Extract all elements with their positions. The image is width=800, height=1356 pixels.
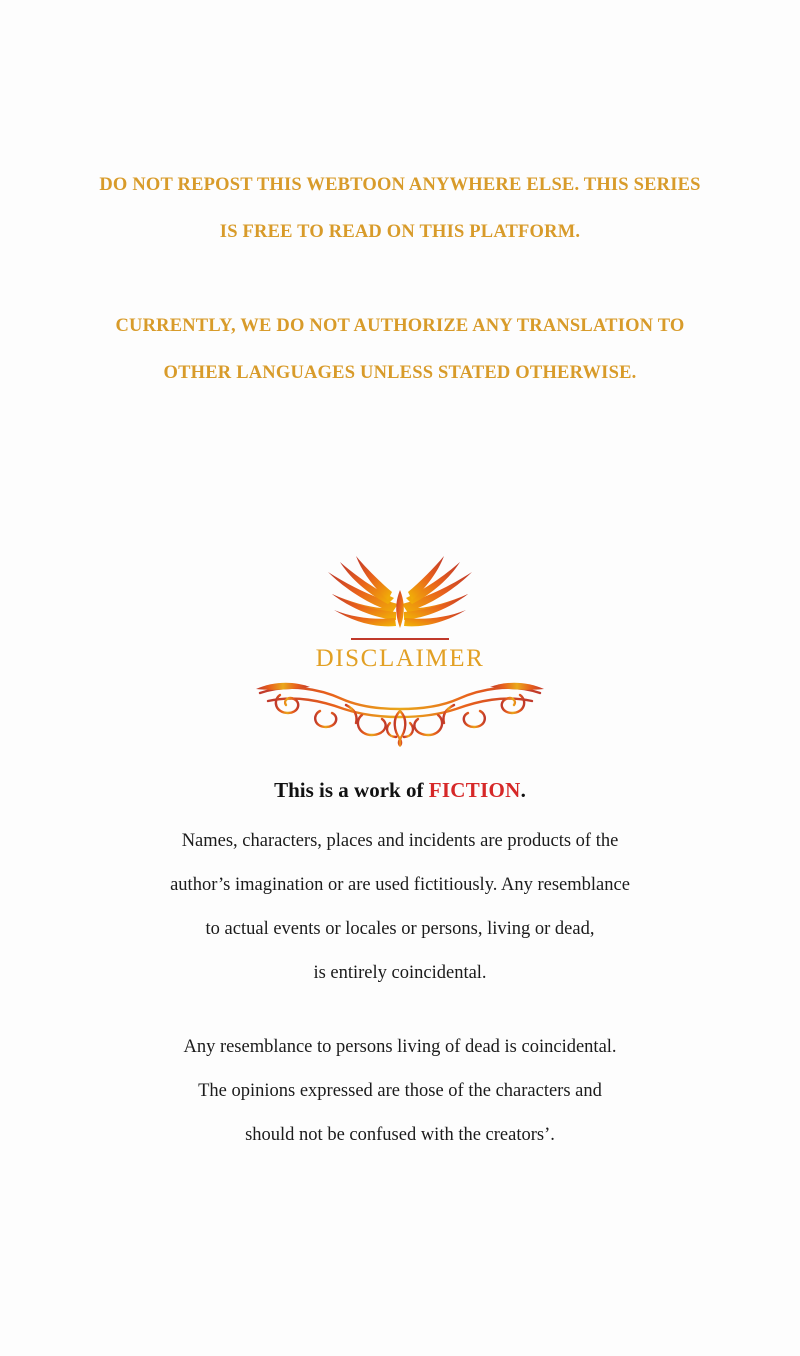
disclaimer-text-block: [60, 776, 740, 1157]
disclaimer-paragraph-two-line-3: should not be confused with the creators’.: [245, 1125, 555, 1146]
emblem-divider-rule: [351, 638, 449, 640]
disclaimer-paragraph-two-line-1: Any resemblance to persons living of dead is coincidental.: [183, 1037, 617, 1058]
disclaimer-paragraph-one-line-2: author’s imagination or are used fictitiously. Any resemblance: [170, 875, 630, 896]
notice-spacer: [60, 256, 740, 303]
disclaimer-paragraph-two-line-2: The opinions expressed are those of the characters and: [198, 1081, 602, 1102]
disclaimer-title: DISCLAIMER: [315, 645, 485, 672]
disclaimer-paragraph-one-line-3: to actual events or locales or persons, living or dead,: [205, 919, 595, 940]
notice-line-1: DO NOT REPOST THIS WEBTOON ANYWHERE ELSE. THIS SERIES: [99, 175, 701, 195]
repost-notice: [60, 162, 740, 397]
notice-line-2: IS FREE TO READ ON THIS PLATFORM.: [219, 222, 581, 242]
paragraph-gap: [60, 995, 740, 1025]
disclaimer-paragraph-one-line-4: is entirely coincidental.: [313, 963, 487, 984]
notice-line-3: CURRENTLY, WE DO NOT AUTHORIZE ANY TRANSLATION TO: [115, 316, 685, 336]
phoenix-wings-icon: [270, 552, 530, 634]
notice-line-4: OTHER LANGUAGES UNLESS STATED OTHERWISE.: [163, 363, 637, 383]
ornamental-flourish-icon: [250, 675, 550, 747]
fiction-lead-line: [60, 776, 740, 805]
fiction-highlight: FICTION: [428, 778, 521, 802]
disclaimer-paragraph-one-line-1: Names, characters, places and incidents are products of the: [181, 831, 619, 852]
lead-suffix: .: [520, 778, 526, 802]
disclaimer-emblem: [0, 552, 800, 747]
lead-prefix: This is a work of: [274, 778, 429, 802]
